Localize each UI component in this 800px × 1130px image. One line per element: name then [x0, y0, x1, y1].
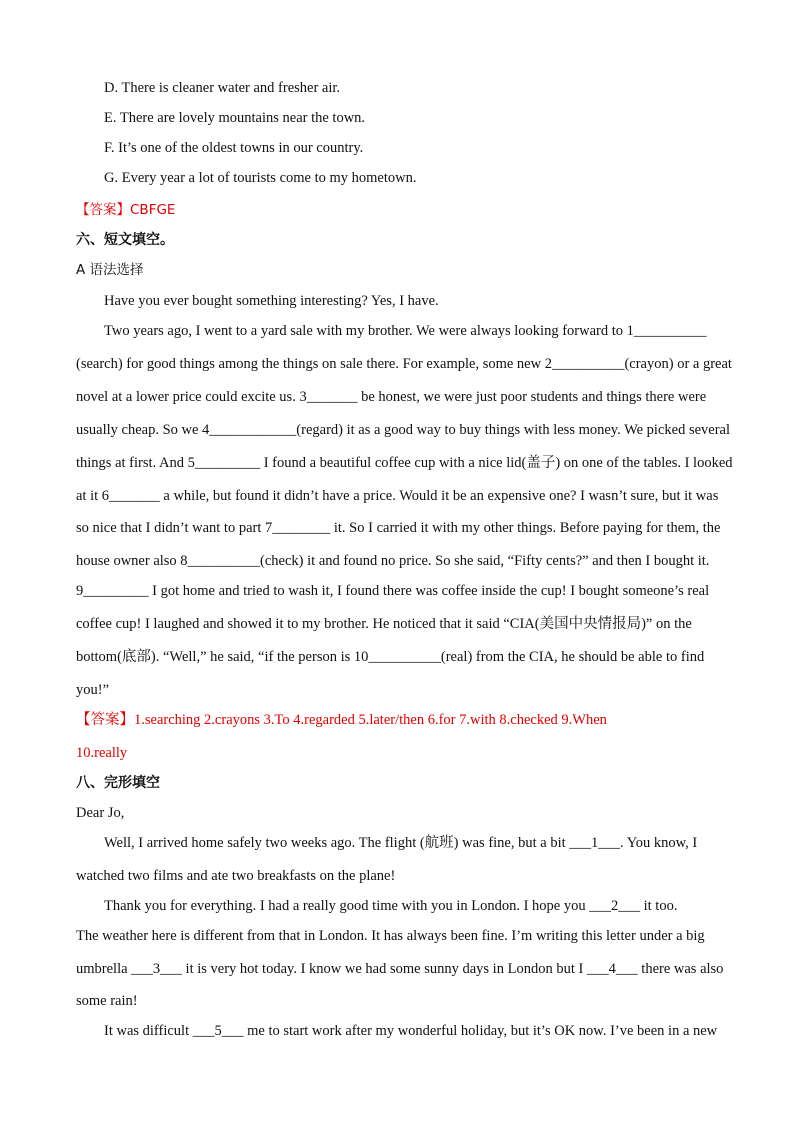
passage-a-line: you!”	[76, 682, 110, 698]
passage-a-line: 9_________ I got home and tried to wash it, I found there was coffee inside the cup! I bought someone’s real	[76, 583, 710, 599]
section-6-title: 六、短文填空。	[76, 232, 174, 248]
letter-greeting: Dear Jo,	[76, 805, 125, 821]
option-g: G. Every year a lot of tourists come to my hometown.	[104, 170, 417, 186]
letter-line: Well, I arrived home safely two weeks ago. The flight (航班) was fine, but a bit ___1___. You know, I	[104, 835, 698, 851]
passage-a-line: things at first. And 5_________ I found a beautiful coffee cup with a nice lid(盖子) on one of the tables. I looked	[76, 455, 733, 471]
passage-a-line: Have you ever bought something interesting? Yes, I have.	[104, 293, 439, 309]
passage-a-line: house owner also 8__________(check) it and found no price. So she said, “Fifty cents?” and then I bought it.	[76, 553, 710, 569]
passage-a-line: coffee cup! I laughed and showed it to my brother. He noticed that it said “CIA(美国中央情报局)” on the	[76, 616, 692, 632]
letter-line: some rain!	[76, 993, 138, 1009]
answer-2: 【答案】1.searching 2.crayons 3.To 4.regarded 5.later/then 6.for 7.with 8.checked 9.When	[76, 712, 607, 728]
passage-a-line: usually cheap. So we 4____________(regard) it as a good way to buy things with less money. We picked several	[76, 422, 731, 438]
answer-2-continued: 10.really	[76, 745, 128, 761]
passage-a-line: novel at a lower price could excite us. 3_______ be honest, we were just poor students and things there were	[76, 389, 707, 405]
answer-1: 【答案】CBFGE	[76, 202, 176, 218]
passage-a-line: Two years ago, I went to a yard sale with my brother. We were always looking forward to 1__________	[104, 323, 707, 339]
passage-a-line: so nice that I didn’t want to part 7________ it. So I carried it with my other things. Before paying for them, the	[76, 520, 721, 536]
option-d: D. There is cleaner water and fresher air.	[104, 80, 341, 96]
letter-line: It was difficult ___5___ me to start work after my wonderful holiday, but it’s OK now. I’ve been in a new	[104, 1023, 718, 1039]
option-f: F. It’s one of the oldest towns in our country.	[104, 140, 364, 156]
letter-line: watched two films and ate two breakfasts on the plane!	[76, 868, 396, 884]
letter-line: The weather here is different from that in London. It has always been fine. I’m writing this letter under a big	[76, 928, 705, 944]
part-a-title: A 语法选择	[76, 262, 144, 278]
letter-line: umbrella ___3___ it is very hot today. I know we had some sunny days in London but I ___4___ there was also	[76, 961, 724, 977]
passage-a-line: bottom(底部). “Well,” he said, “if the person is 10__________(real) from the CIA, he should be able to find	[76, 649, 705, 665]
option-e: E. There are lovely mountains near the town.	[104, 110, 366, 126]
letter-line: Thank you for everything. I had a really good time with you in London. I hope you ___2___ it too.	[104, 898, 678, 914]
passage-a-line: (search) for good things among the things on sale there. For example, some new 2__________(crayon) or a great	[76, 356, 732, 372]
passage-a-line: at it 6_______ a while, but found it didn’t have a price. Would it be an expensive one? I wasn’t sure, but it was	[76, 488, 719, 504]
section-8-title: 八、完形填空	[76, 775, 160, 791]
